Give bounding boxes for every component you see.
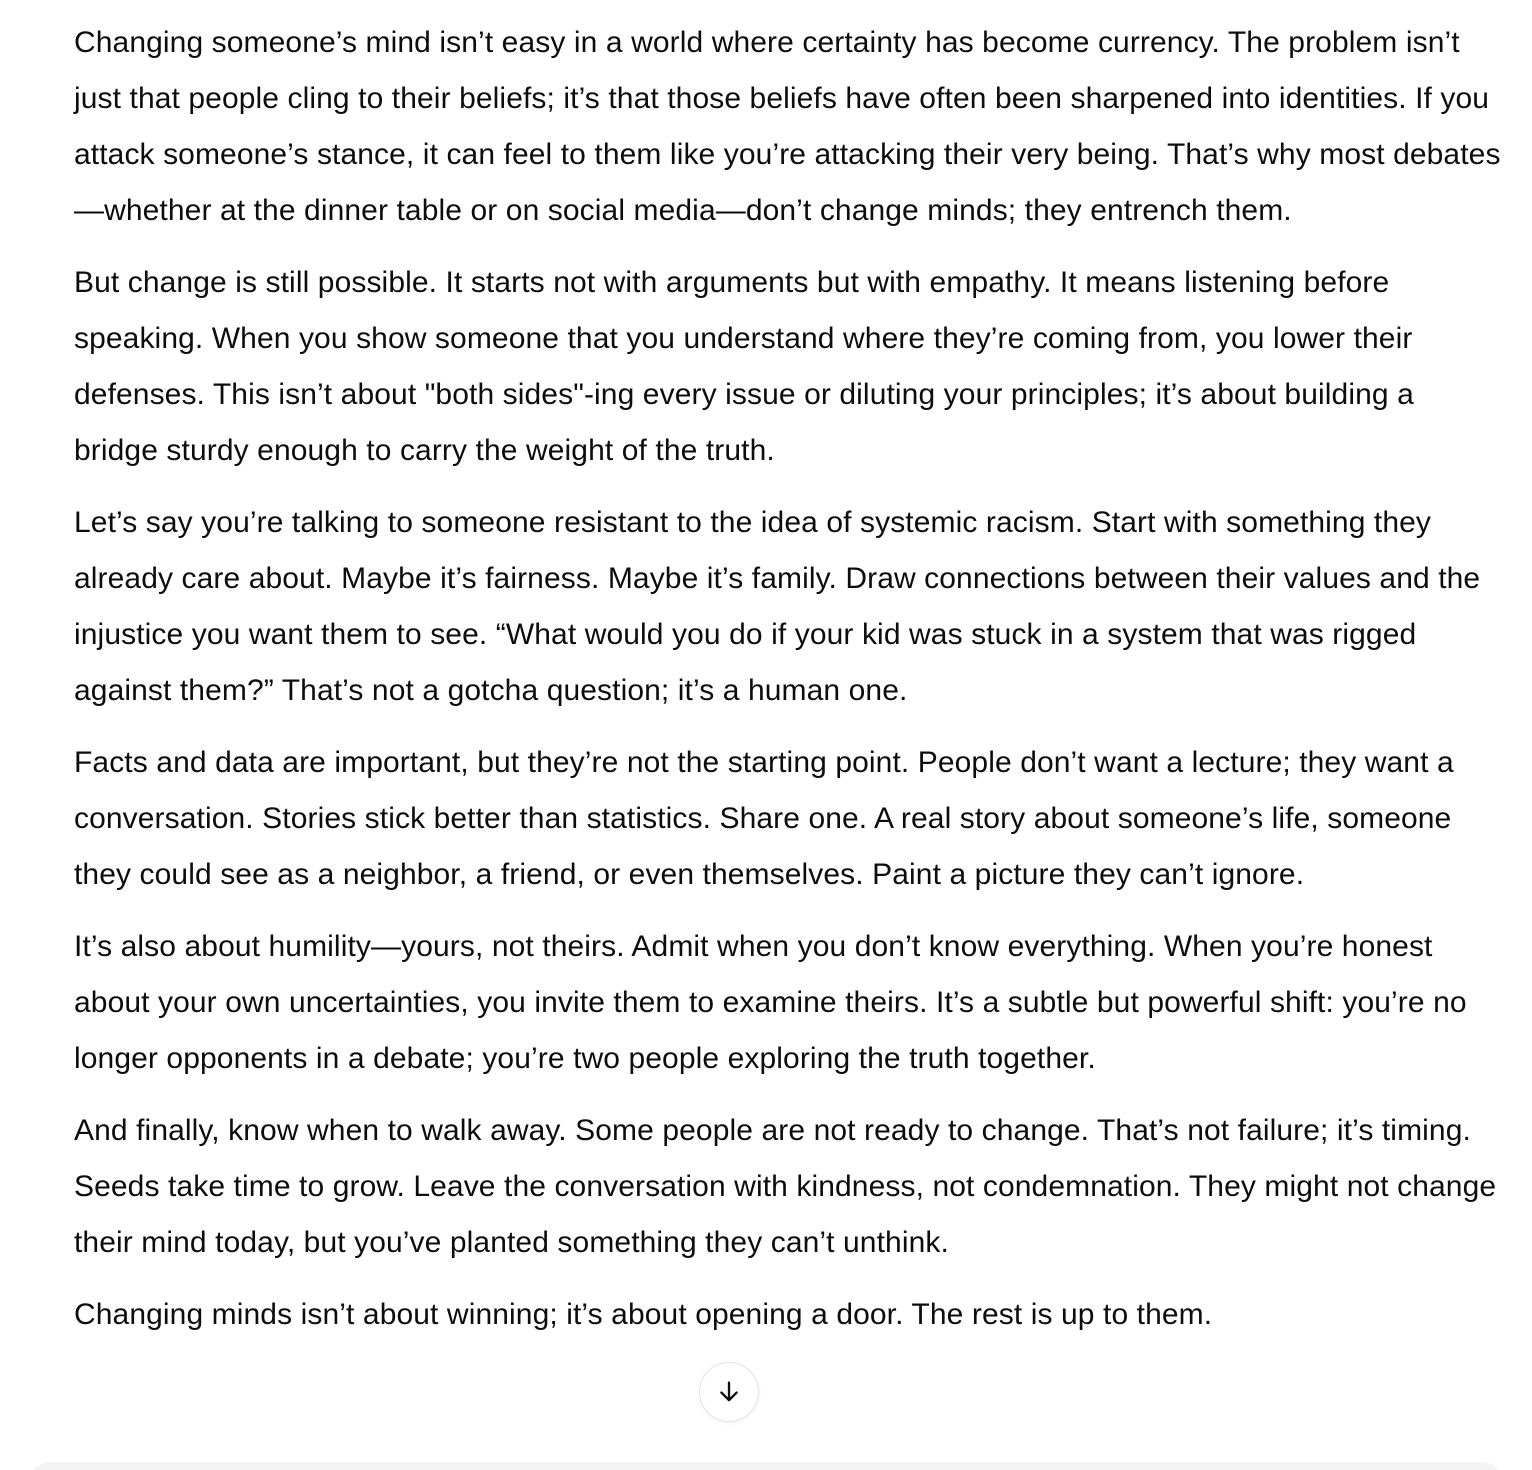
assistant-message [74,15,1504,1359]
scroll-to-bottom-button[interactable] [699,1362,759,1422]
message-paragraph-1: Changing someone’s mind isn’t easy in a world where certainty has become currency. The problem isn’t just that people cling to their beliefs; it’s that those beliefs have often been sharpened into identities. If you attack someone’s stance, it can feel to them like you’re attacking their very being. That’s why most debates—whether at the dinner table or on social media—don’t change minds; they entrench them. [74,26,1501,227]
message-paragraph-5: It’s also about humility—yours, not theirs. Admit when you don’t know everything. When you’re honest about your own uncertainties, you invite them to examine theirs. It’s a subtle but powerful shift: you’re no longer opponents in a debate; you’re two people exploring the truth together. [74,930,1467,1075]
message-paragraph-4: Facts and data are important, but they’re not the starting point. People don’t want a lecture; they want a conversation. Stories stick better than statistics. Share one. A real story about someone’s life, someone they could see as a neighbor, a friend, or even themselves. Paint a picture they can’t ignore. [74,746,1454,891]
message-paragraph-7: Changing minds isn’t about winning; it’s about opening a door. The rest is up to them. [74,1298,1213,1331]
message-paragraph-3: Let’s say you’re talking to someone resistant to the idea of systemic racism. Start with something they already care about. Maybe it’s fairness. Maybe it’s family. Draw connections between their values and the injustice you want them to see. “What would you do if your kid was stuck in a system that was rigged against them?” That’s not a gotcha question; it’s a human one. [74,506,1481,707]
message-paragraph-6: And finally, know when to walk away. Some people are not ready to change. That’s not failure; it’s timing. Seeds take time to grow. Leave the conversation with kindness, not condemnation. They might not change their mind today, but you’ve planted something they can’t unthink. [74,1114,1497,1259]
message-paragraph-2: But change is still possible. It starts not with arguments but with empathy. It means listening before speaking. When you show someone that you understand where they’re coming from, you lower their defenses. This isn’t about "both sides"-ing every issue or diluting your principles; it’s about building a bridge sturdy enough to carry the weight of the truth. [74,266,1414,467]
arrow-down-icon [715,1378,743,1406]
message-composer[interactable] [30,1462,1502,1470]
